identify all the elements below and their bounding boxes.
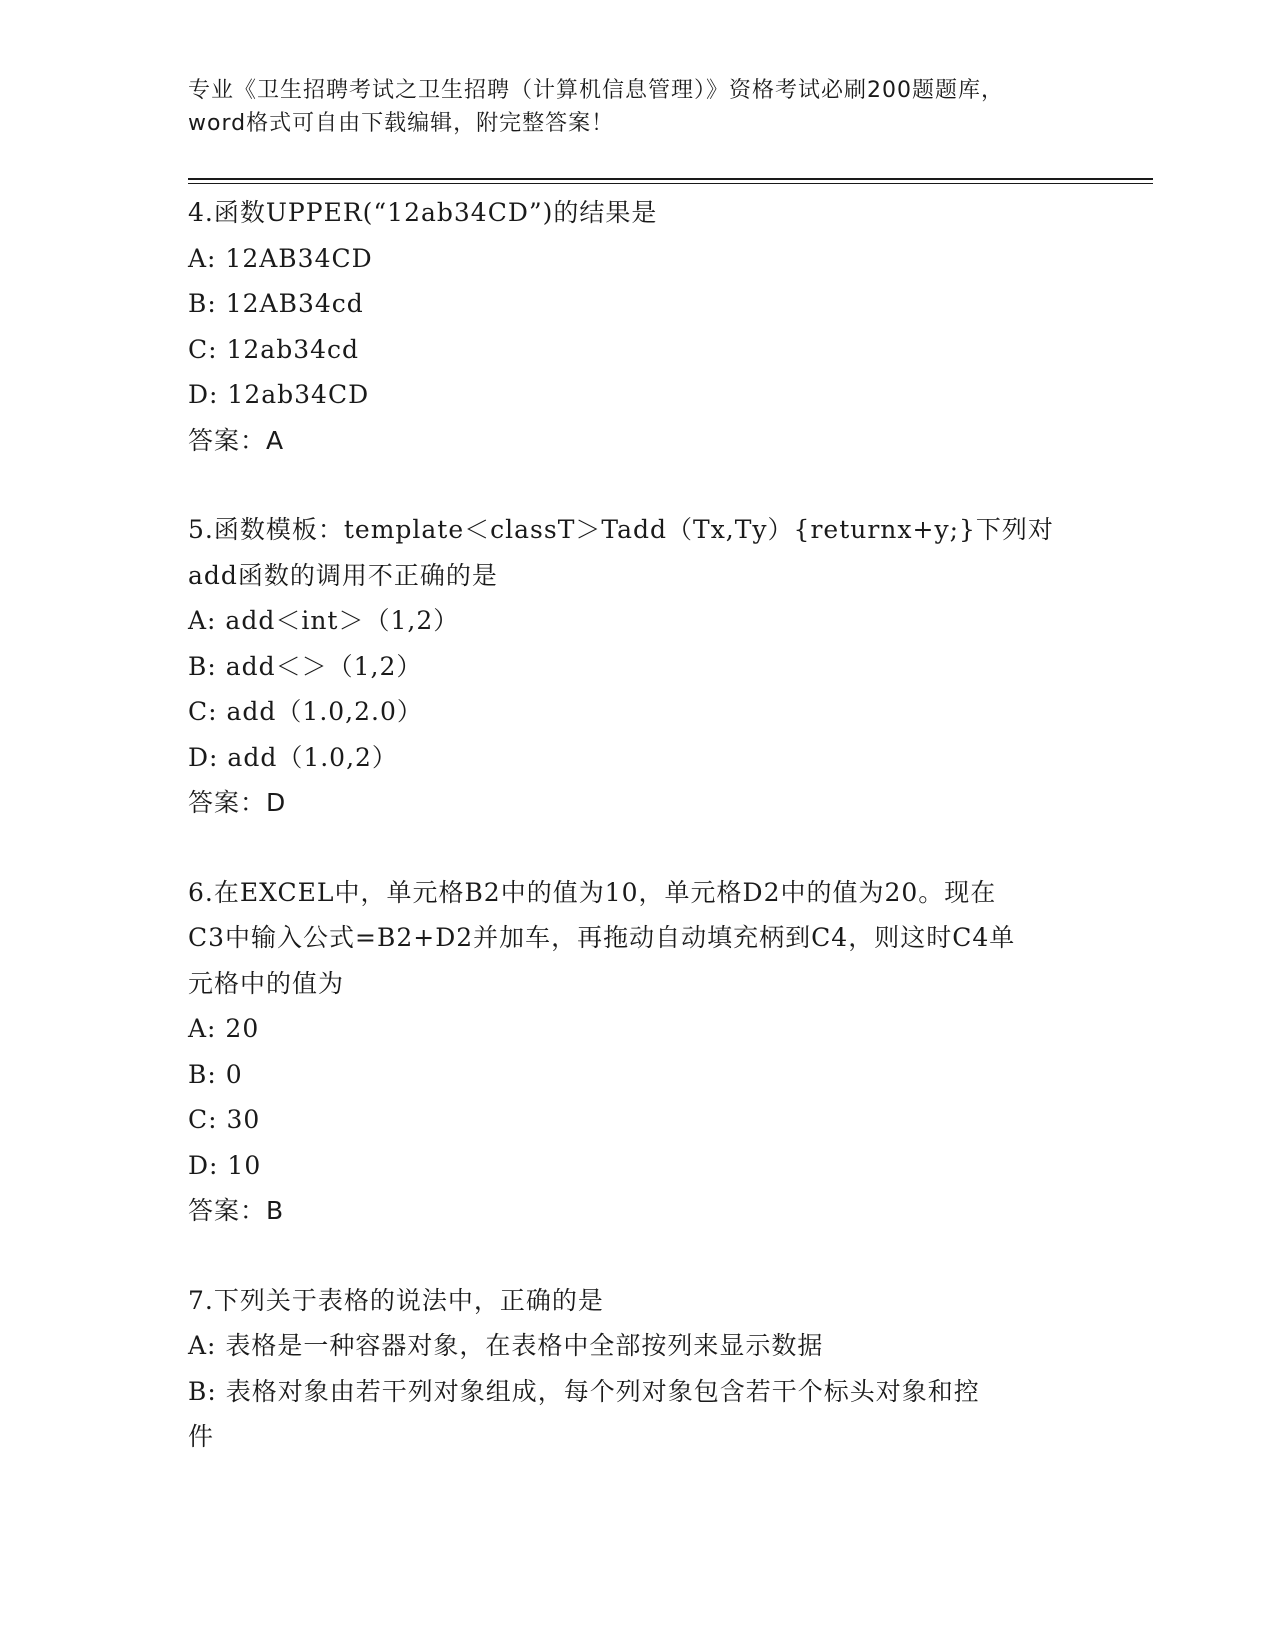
question-list (188, 190, 1078, 1504)
option-b: B: 12AB34cd (188, 289, 364, 318)
option-a: A: 20 (188, 1014, 260, 1043)
option-a: A: 表格是一种容器对象，在表格中全部按列来显示数据 (188, 1331, 824, 1360)
document-header (188, 74, 1088, 140)
option-b: B: add＜＞（1,2） (188, 651, 423, 681)
question-7 (188, 1278, 1078, 1460)
option-d: D: 12ab34CD (188, 380, 370, 409)
question-text: 7.下列关于表格的说法中，正确的是 (188, 1285, 604, 1315)
option-a: A: add＜int＞（1,2） (188, 606, 460, 635)
question-6 (188, 870, 1078, 1234)
question-text: C3中输入公式=B2+D2并加车，再拖动自动填充柄到C4，则这时C4单 (188, 923, 1016, 952)
option-a: A: 12AB34CD (188, 243, 373, 273)
option-b-continued: 件 (188, 1422, 215, 1451)
answer: 答案：D (188, 788, 287, 817)
header-line-2: word格式可自由下载编辑，附完整答案！ (188, 111, 615, 136)
question-5 (188, 507, 1078, 826)
question-text: 5.函数模板：template＜classT＞Tadd（Tx,Ty）{returnx+y;}下列对 (188, 515, 1054, 544)
header-line-1: 专业《卫生招聘考试之卫生招聘（计算机信息管理）》资格考试必刷200题题库， (188, 78, 1004, 103)
header-divider-thin (188, 183, 1153, 184)
question-4 (188, 190, 1078, 463)
option-c: C: 12ab34cd (188, 334, 360, 364)
option-b: B: 0 (188, 1059, 243, 1089)
question-text: 元格中的值为 (188, 968, 345, 998)
option-b: B: 表格对象由若干列对象组成，每个列对象包含若干个标头对象和控 (188, 1376, 980, 1406)
question-text: 6.在EXCEL中，单元格B2中的值为10，单元格D2中的值为20。现在 (188, 877, 997, 907)
question-text: 4.函数UPPER(“12ab34CD”)的结果是 (188, 198, 658, 227)
question-text: add函数的调用不正确的是 (188, 560, 498, 590)
answer: 答案：B (188, 1196, 285, 1225)
header-divider (188, 178, 1153, 180)
answer: 答案：A (188, 425, 285, 455)
option-d: D: 10 (188, 1150, 262, 1180)
option-c: C: add（1.0,2.0） (188, 697, 423, 726)
option-c: C: 30 (188, 1105, 261, 1134)
option-d: D: add（1.0,2） (188, 742, 398, 772)
